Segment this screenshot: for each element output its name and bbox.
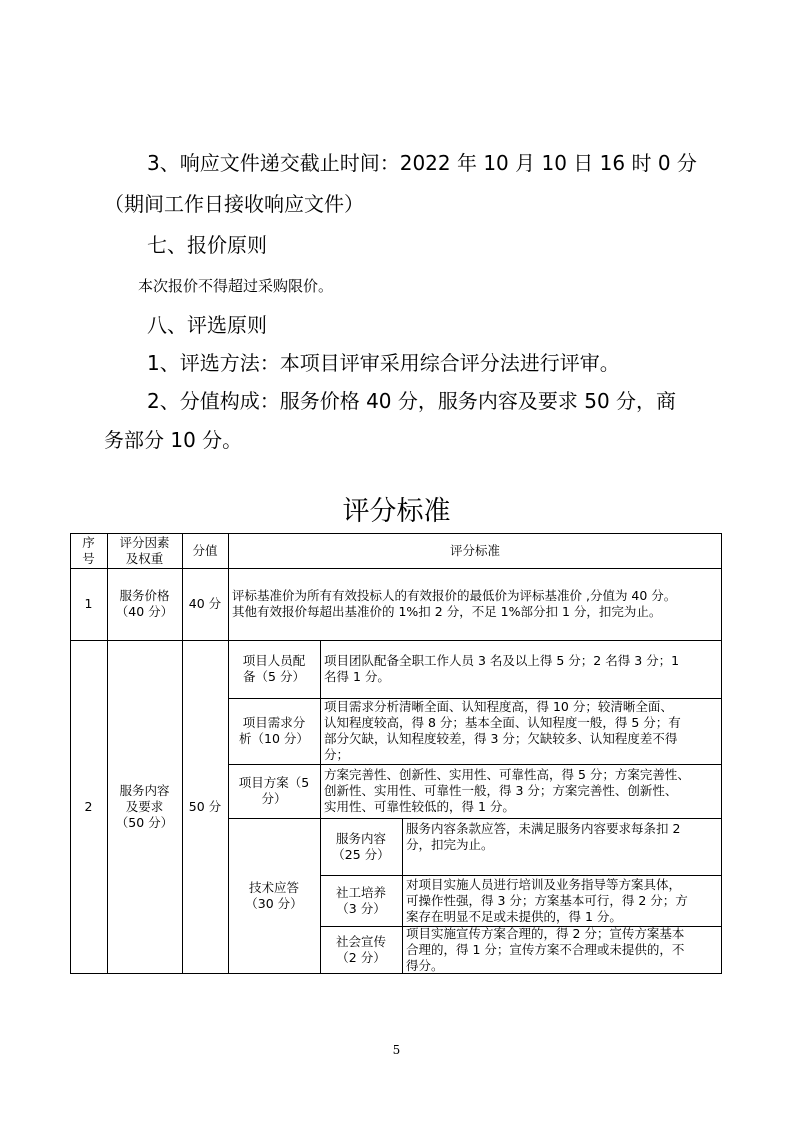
- row1-criteria: 评标基准价为所有有效投标人的有效报价的最低价为评标基准价 ,分值为 40 分。 其他有效报价每超出基准价的 1%扣 2 分，不足 1%部分扣 1 分，扣完为止。: [232, 588, 677, 619]
- tech-service-content: 服务内容 （25 分）: [332, 830, 390, 862]
- scoring-table: [70, 533, 722, 974]
- tech-social-publicity: 社会宣传 （2 分）: [335, 934, 386, 965]
- section-heading-selection-principle: 八、评选原则: [147, 313, 267, 337]
- row2-no: 2: [84, 799, 93, 814]
- row1-score: 40 分: [188, 596, 222, 611]
- row1-factor: 服务价格 （40 分）: [115, 588, 174, 619]
- header-no: 序 号: [82, 534, 95, 566]
- row2-score: 50 分: [188, 799, 222, 814]
- tech-social-worker-training: 社工培养 （3 分）: [335, 884, 386, 916]
- tech-service-content-criteria: 服务内容条款应答，未满足服务内容要求每条扣 2 分，扣完为止。: [406, 821, 681, 852]
- header-criteria: 评分标准: [449, 542, 500, 558]
- row2-factor: 服务内容 及要求 （50 分）: [115, 783, 174, 830]
- row1-no: 1: [84, 596, 93, 611]
- deadline-line-1: 3、响应文件递交截止时间：2022 年 10 月 10 日 16 时 0 分: [147, 151, 697, 175]
- sub-needs-analysis-criteria: 项目需求分析清晰全面、认知程度高，得 10 分；较清晰全面、 认知程度较高，得 8 分；基本全面、认知程度一般，得 5 分；有 部分欠缺，认知程度较差，得 3 分；欠缺较多、认知程度差不得 分；: [324, 699, 681, 762]
- page-number: 5: [392, 1043, 401, 1057]
- section-heading-quote-principle: 七、报价原则: [147, 233, 267, 257]
- sub-personnel-criteria: 项目团队配备全职工作人员 3 名及以上得 5 分；2 名得 3 分；1 名得 1 分。: [324, 653, 680, 684]
- selection-method-text: 1、评选方法：本项目评审采用综合评分法进行评审。: [147, 351, 620, 375]
- sub-project-plan-criteria: 方案完善性、创新性、实用性、可靠性高，得 5 分；方案完善性、 创新性、实用性、可靠性一般，得 3 分；方案完善性、创新性、 实用性、可靠性较低的，得 1 分。: [324, 767, 690, 814]
- sub-technical-response: 技术应答 （30 分）: [245, 880, 303, 911]
- score-composition-line-1: 2、分值构成：服务价格 40 分，服务内容及要求 50 分，商: [147, 389, 677, 413]
- sub-personnel: 项目人员配 备（5 分）: [242, 653, 306, 684]
- score-composition-line-2: 务部分 10 分。: [104, 428, 243, 452]
- tech-social-publicity-criteria: 项目实施宣传方案合理的，得 2 分；宣传方案基本 合理的，得 1 分；宣传方案不合理或未提供的，不 得分。: [406, 926, 685, 973]
- sub-project-plan: 项目方案（5 分）: [238, 775, 310, 806]
- table-title: 评分标准: [342, 496, 451, 527]
- deadline-line-2: （期间工作日接收响应文件）: [104, 192, 364, 216]
- quote-principle-text: 本次报价不得超过采购限价。: [138, 277, 334, 295]
- sub-needs-analysis: 项目需求分 析（10 分）: [239, 715, 309, 746]
- tech-social-worker-training-criteria: 对项目实施人员进行培训及业务指导等方案具体， 可操作性强，得 3 分；方案基本可行，得 2 分；方 案存在明显不足或未提供的，得 1 分。: [406, 876, 688, 924]
- header-factor: 评分因素 及权重: [119, 534, 170, 566]
- header-score: 分值: [192, 542, 218, 558]
